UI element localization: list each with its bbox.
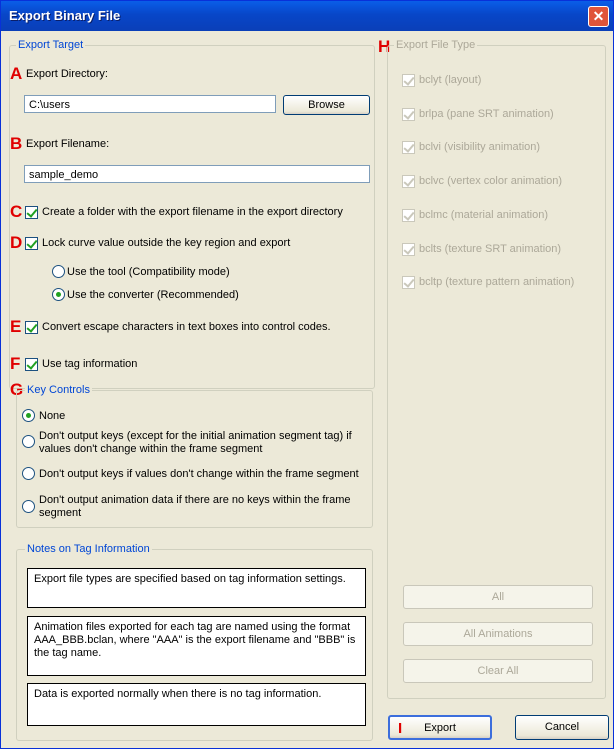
export-directory-label: Export Directory:	[26, 68, 108, 80]
marker-e: E	[10, 317, 22, 336]
note-animation-files: Animation files exported for each tag are named using the format AAA_BBB.bclan, where "AAA" is the export filename and "BBB" is the tag name.	[27, 616, 366, 676]
marker-a: A	[10, 64, 23, 83]
all-button[interactable]: All	[403, 585, 593, 609]
create-folder-label[interactable]: Create a folder with the export filename in the export directory	[42, 206, 343, 218]
close-icon: ✕	[592, 8, 605, 24]
key-option1-radio[interactable]	[22, 435, 35, 448]
type-bclts-checkbox[interactable]	[402, 243, 415, 256]
key-option1-line2[interactable]: values don't change within the frame segment	[39, 443, 263, 455]
export-file-type-legend: Export File Type	[396, 39, 476, 51]
lock-curve-checkbox[interactable]	[25, 237, 38, 250]
note-file-types: Export file types are specified based on tag information settings.	[27, 568, 366, 608]
use-tool-radio[interactable]	[52, 265, 65, 278]
all-animations-button[interactable]: All Animations	[403, 622, 593, 646]
key-controls-legend: Key Controls	[27, 384, 90, 396]
lock-curve-label[interactable]: Lock curve value outside the key region and export	[42, 237, 291, 249]
use-converter-radio[interactable]	[52, 288, 65, 301]
type-bclvc-label[interactable]: bclvc (vertex color animation)	[419, 175, 563, 187]
export-target-legend: Export Target	[18, 39, 84, 51]
key-option3-radio[interactable]	[22, 500, 35, 513]
window-title: Export Binary File	[9, 8, 121, 23]
type-bclyt-checkbox[interactable]	[402, 74, 415, 87]
create-folder-checkbox[interactable]	[25, 206, 38, 219]
browse-button[interactable]: Browse	[283, 95, 370, 115]
marker-d: D	[10, 233, 23, 252]
title-bar[interactable]	[1, 1, 613, 31]
marker-b: B	[10, 134, 23, 153]
key-option3-line2[interactable]: segment	[39, 507, 82, 519]
marker-c: C	[10, 202, 23, 221]
export-button-label: Export	[424, 722, 456, 734]
type-bclvi-checkbox[interactable]	[402, 141, 415, 154]
type-bclvi-label[interactable]: bclvi (visibility animation)	[419, 141, 541, 153]
export-filename-input[interactable]: sample_demo	[24, 165, 370, 183]
cancel-button[interactable]: Cancel	[515, 715, 609, 740]
use-tag-info-checkbox[interactable]	[25, 358, 38, 371]
type-brlpa-checkbox[interactable]	[402, 108, 415, 121]
key-option2-label[interactable]: Don't output keys if values don't change within the frame segment	[39, 468, 359, 480]
escape-characters-checkbox[interactable]	[25, 321, 38, 334]
notes-legend: Notes on Tag Information	[27, 543, 150, 555]
marker-i: I	[398, 720, 403, 737]
export-directory-input[interactable]: C:\users	[24, 95, 276, 113]
type-brlpa-label[interactable]: brlpa (pane SRT animation)	[419, 108, 554, 120]
clear-all-button[interactable]: Clear All	[403, 659, 593, 683]
type-bclmc-checkbox[interactable]	[402, 209, 415, 222]
marker-f: F	[10, 354, 21, 373]
export-filename-label: Export Filename:	[26, 138, 110, 150]
type-bcltp-checkbox[interactable]	[402, 276, 415, 289]
type-bclvc-checkbox[interactable]	[402, 175, 415, 188]
key-none-label[interactable]: None	[39, 410, 66, 422]
close-button[interactable]	[588, 6, 609, 27]
key-option2-radio[interactable]	[22, 467, 35, 480]
note-no-tag: Data is exported normally when there is no tag information.	[27, 683, 366, 726]
use-tag-info-label[interactable]: Use tag information	[42, 358, 138, 370]
export-button[interactable]	[388, 715, 492, 740]
type-bcltp-label[interactable]: bcltp (texture pattern animation)	[419, 276, 575, 288]
key-none-radio[interactable]	[22, 409, 35, 422]
marker-h: H	[378, 37, 391, 56]
key-option3-line1[interactable]: Don't output animation data if there are no keys within the frame	[39, 494, 351, 506]
type-bclmc-label[interactable]: bclmc (material animation)	[419, 209, 548, 221]
type-bclyt-label[interactable]: bclyt (layout)	[419, 74, 482, 86]
escape-characters-label[interactable]: Convert escape characters in text boxes into control codes.	[42, 321, 331, 333]
key-option1-line1[interactable]: Don't output keys (except for the initial animation segment tag) if	[39, 430, 352, 442]
marker-g: G	[10, 380, 24, 399]
type-bclts-label[interactable]: bclts (texture SRT animation)	[419, 243, 562, 255]
use-converter-label[interactable]: Use the converter (Recommended)	[67, 289, 239, 301]
use-tool-label[interactable]: Use the tool (Compatibility mode)	[67, 266, 230, 278]
